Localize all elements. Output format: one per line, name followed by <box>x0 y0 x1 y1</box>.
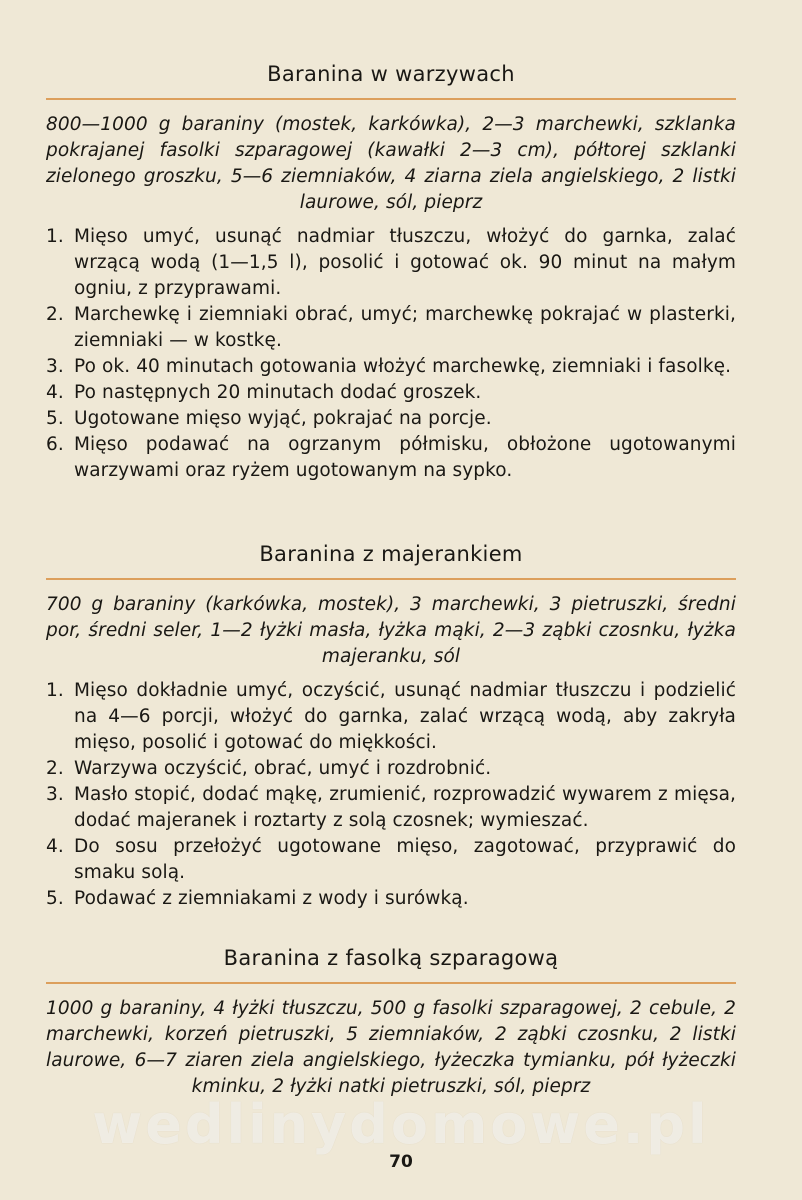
ingredients-list: 1000 g baraniny, 4 łyżki tłuszczu, 500 g fasolki szparagowej, 2 cebule, 2 marchewki, korzeń pietruszki, 5 ziemniaków, 2 ząbki czosnku, 2 listki laurowe, 6—7 ziaren ziela angielskiego, łyżeczka tymianku, pół łyżeczki kminku, 2 łyżki natki pietruszki, sól, pieprz <box>46 998 736 1097</box>
recipe-title: Baranina z majerankiem <box>259 542 523 566</box>
title-divider <box>46 98 736 100</box>
step-number: 2. <box>46 304 64 325</box>
step-number: 1. <box>46 680 64 701</box>
step-item <box>46 432 736 484</box>
step-number: 6. <box>46 434 64 455</box>
step-number: 2. <box>46 758 64 779</box>
step-text: Do sosu przełożyć ugotowane mięso, zagotować, przyprawić do smaku solą. <box>74 836 736 883</box>
step-item <box>46 886 736 912</box>
step-number: 5. <box>46 408 64 429</box>
step-number: 4. <box>46 382 64 403</box>
step-text: Mięso umyć, usunąć nadmiar tłuszczu, włożyć do garnka, zalać wrzącą wodą (1—1,5 l), posolić i gotować ok. 90 minut na małym ogniu, z przyprawami. <box>74 226 736 299</box>
step-text: Mięso dokładnie umyć, oczyścić, usunąć nadmiar tłuszczu i podzielić na 4—6 porcji, włożyć do garnka, zalać wrzącą wodą, aby zakryła mięso, posolić i gotować do miękkości. <box>74 680 736 753</box>
title-divider <box>46 982 736 984</box>
recipe-baranina-w-warzywach <box>46 60 736 484</box>
step-item <box>46 380 736 406</box>
page-number: 70 <box>389 1152 413 1172</box>
step-number: 3. <box>46 356 64 377</box>
step-item <box>46 224 736 302</box>
title-divider <box>46 578 736 580</box>
steps-list <box>46 224 736 484</box>
step-text: Mięso podawać na ogrzanym półmisku, obłożone ugotowanymi warzywami oraz ryżem ugotowanym na sypko. <box>74 434 736 481</box>
step-item <box>46 782 736 834</box>
step-item <box>46 834 736 886</box>
step-text: Po następnych 20 minutach dodać groszek. <box>74 382 482 403</box>
step-text: Warzywa oczyścić, obrać, umyć i rozdrobnić. <box>74 758 492 779</box>
recipe-baranina-z-majerankiem <box>46 540 736 912</box>
recipe-title: Baranina w warzywach <box>267 62 515 86</box>
step-text: Po ok. 40 minutach gotowania włożyć marchewkę, ziemniaki i fasolkę. <box>74 356 732 377</box>
ingredients-list: 800—1000 g baraniny (mostek, karkówka), 2—3 marchewki, szklanka pokrajanej fasolki szparagowej (kawałki 2—3 cm), półtorej szklanki zielonego groszku, 5—6 ziemniaków, 4 ziarna ziela angielskiego, 2 listki laurowe, sól, pieprz <box>46 114 736 213</box>
step-text: Marchewkę i ziemniaki obrać, umyć; marchewkę pokrajać w plasterki, ziemniaki — w kostkę. <box>74 304 736 351</box>
recipe-baranina-z-fasolka <box>46 944 736 1108</box>
step-text: Masło stopić, dodać mąkę, zrumienić, rozprowadzić wywarem z mięsa, dodać majeranek i roztarty z solą czosnek; wymieszać. <box>74 784 736 831</box>
step-item <box>46 354 736 380</box>
step-number: 5. <box>46 888 64 909</box>
recipe-title: Baranina z fasolką szparagową <box>223 946 559 970</box>
steps-list <box>46 678 736 912</box>
step-number: 1. <box>46 226 64 247</box>
step-item <box>46 678 736 756</box>
step-item <box>46 406 736 432</box>
ingredients-list: 700 g baraniny (karkówka, mostek), 3 marchewki, 3 pietruszki, średni por, średni seler, 1—2 łyżki masła, łyżka mąki, 2—3 ząbki czosnku, łyżka majeranku, sól <box>46 594 736 667</box>
step-item <box>46 756 736 782</box>
step-item <box>46 302 736 354</box>
step-text: Podawać z ziemniakami z wody i surówką. <box>74 888 469 909</box>
site-watermark: wedlinydomowe.pl <box>92 1093 710 1156</box>
step-text: Ugotowane mięso wyjąć, pokrajać na porcje. <box>74 408 492 429</box>
step-number: 3. <box>46 784 64 805</box>
step-number: 4. <box>46 836 64 857</box>
